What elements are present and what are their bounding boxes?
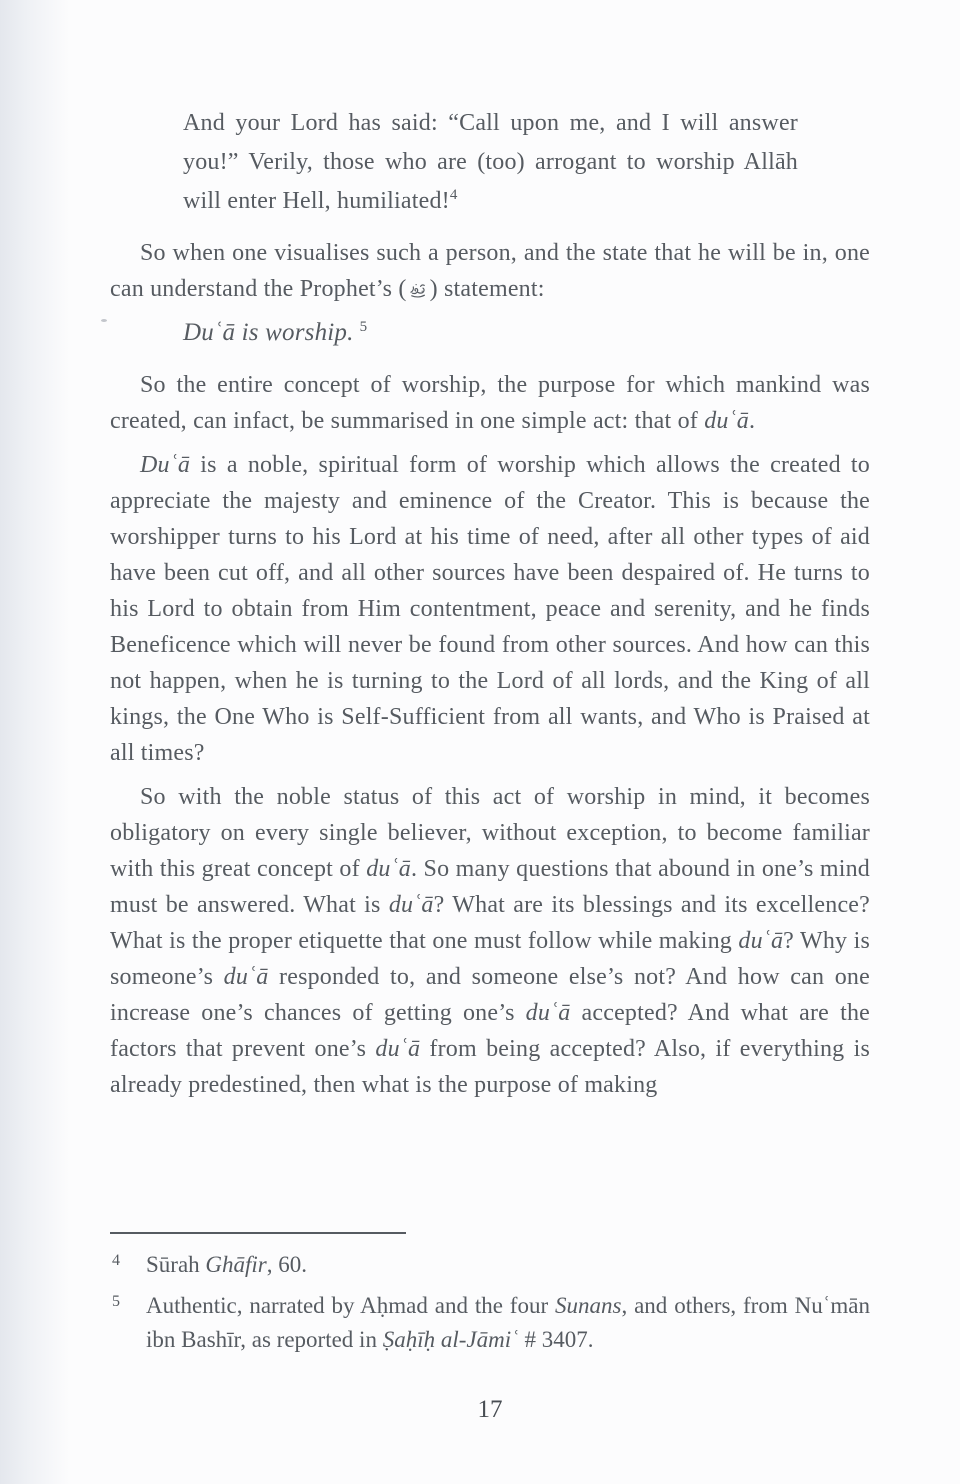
- quran-verse-quote: [183, 104, 798, 221]
- footnote-marker-5: 5: [112, 1293, 120, 1310]
- footnote-text-4: Sūrah Ghāfir, 60.: [146, 1252, 308, 1277]
- footnote-text-5: Authentic, narrated by Aḥmad and the four Sunans, and others, from Nuʿmān ibn Bashīr, as reported in Ṣaḥīḥ al-Jāmiʿ # 3407.: [146, 1293, 870, 1352]
- paragraph-intro-text: So when one visualises such a person, and the state that he will be in, one can understand the Prophet’s ( ) statement:: [110, 240, 870, 302]
- saw-symbol-icon: [408, 279, 429, 300]
- hadith-line: [183, 315, 870, 351]
- page-number: 17: [477, 1396, 503, 1423]
- scan-artifact-dot: [101, 319, 107, 322]
- hadith-text: Duʿā is worship.: [183, 319, 354, 346]
- footnote-item-4: [110, 1248, 870, 1282]
- footnote-separator-rule: [110, 1232, 406, 1234]
- footnote-ref-4: 4: [449, 187, 458, 203]
- paragraph-noble: [110, 447, 870, 771]
- paragraph-questions: [110, 779, 870, 1103]
- footnote-ref-5: 5: [359, 318, 368, 335]
- paragraph-concept-text: So the entire concept of worship, the purpose for which mankind was created, can infact, be summarised in one simple act: that of duʿā.: [110, 372, 870, 434]
- paragraph-questions-text: So with the noble status of this act of worship in mind, it becomes obligatory on every single believer, without exception, to become familiar with this great concept of duʿā. So many questions that abound in one’s mind must be answered. What is duʿā? What are its blessings and its excellence? What is the proper etiquette that one must follow while making duʿā? Why is someone’s duʿā responded to, and someone else’s not? And how can one increase one’s chances of getting one’s duʿā accepted? And what are the factors that prevent one’s duʿā from being accepted? Also, if everything is already predestined, then what is the purpose of making: [110, 784, 871, 1098]
- quote-text: And your Lord has said: “Call upon me, and I will answer you!” Verily, those who are (too) arrogant to worship Allāh will enter Hell, humiliated!: [183, 110, 798, 214]
- footnotes-section: [110, 1232, 870, 1364]
- footnote-marker-4: 4: [112, 1252, 120, 1269]
- paragraph-intro: [110, 235, 870, 307]
- footnote-item-5: [110, 1289, 870, 1357]
- paragraph-noble-text: Duʿā is a noble, spiritual form of worship which allows the created to appreciate the majesty and eminence of the Creator. This is because the worshipper turns to his Lord at his time of need, after all other types of aid have been cut off, and all other sources have been despaired of. He turns to his Lord to obtain from Him contentment, peace and serenity, and he finds Beneficence which will never be found from other sources. And how can this not happen, when he is turning to the Lord of all lords, and the King of all kings, the One Who is Self-Sufficient from all wants, and Who is Praised at all times?: [110, 452, 870, 766]
- paragraph-concept: [110, 367, 870, 439]
